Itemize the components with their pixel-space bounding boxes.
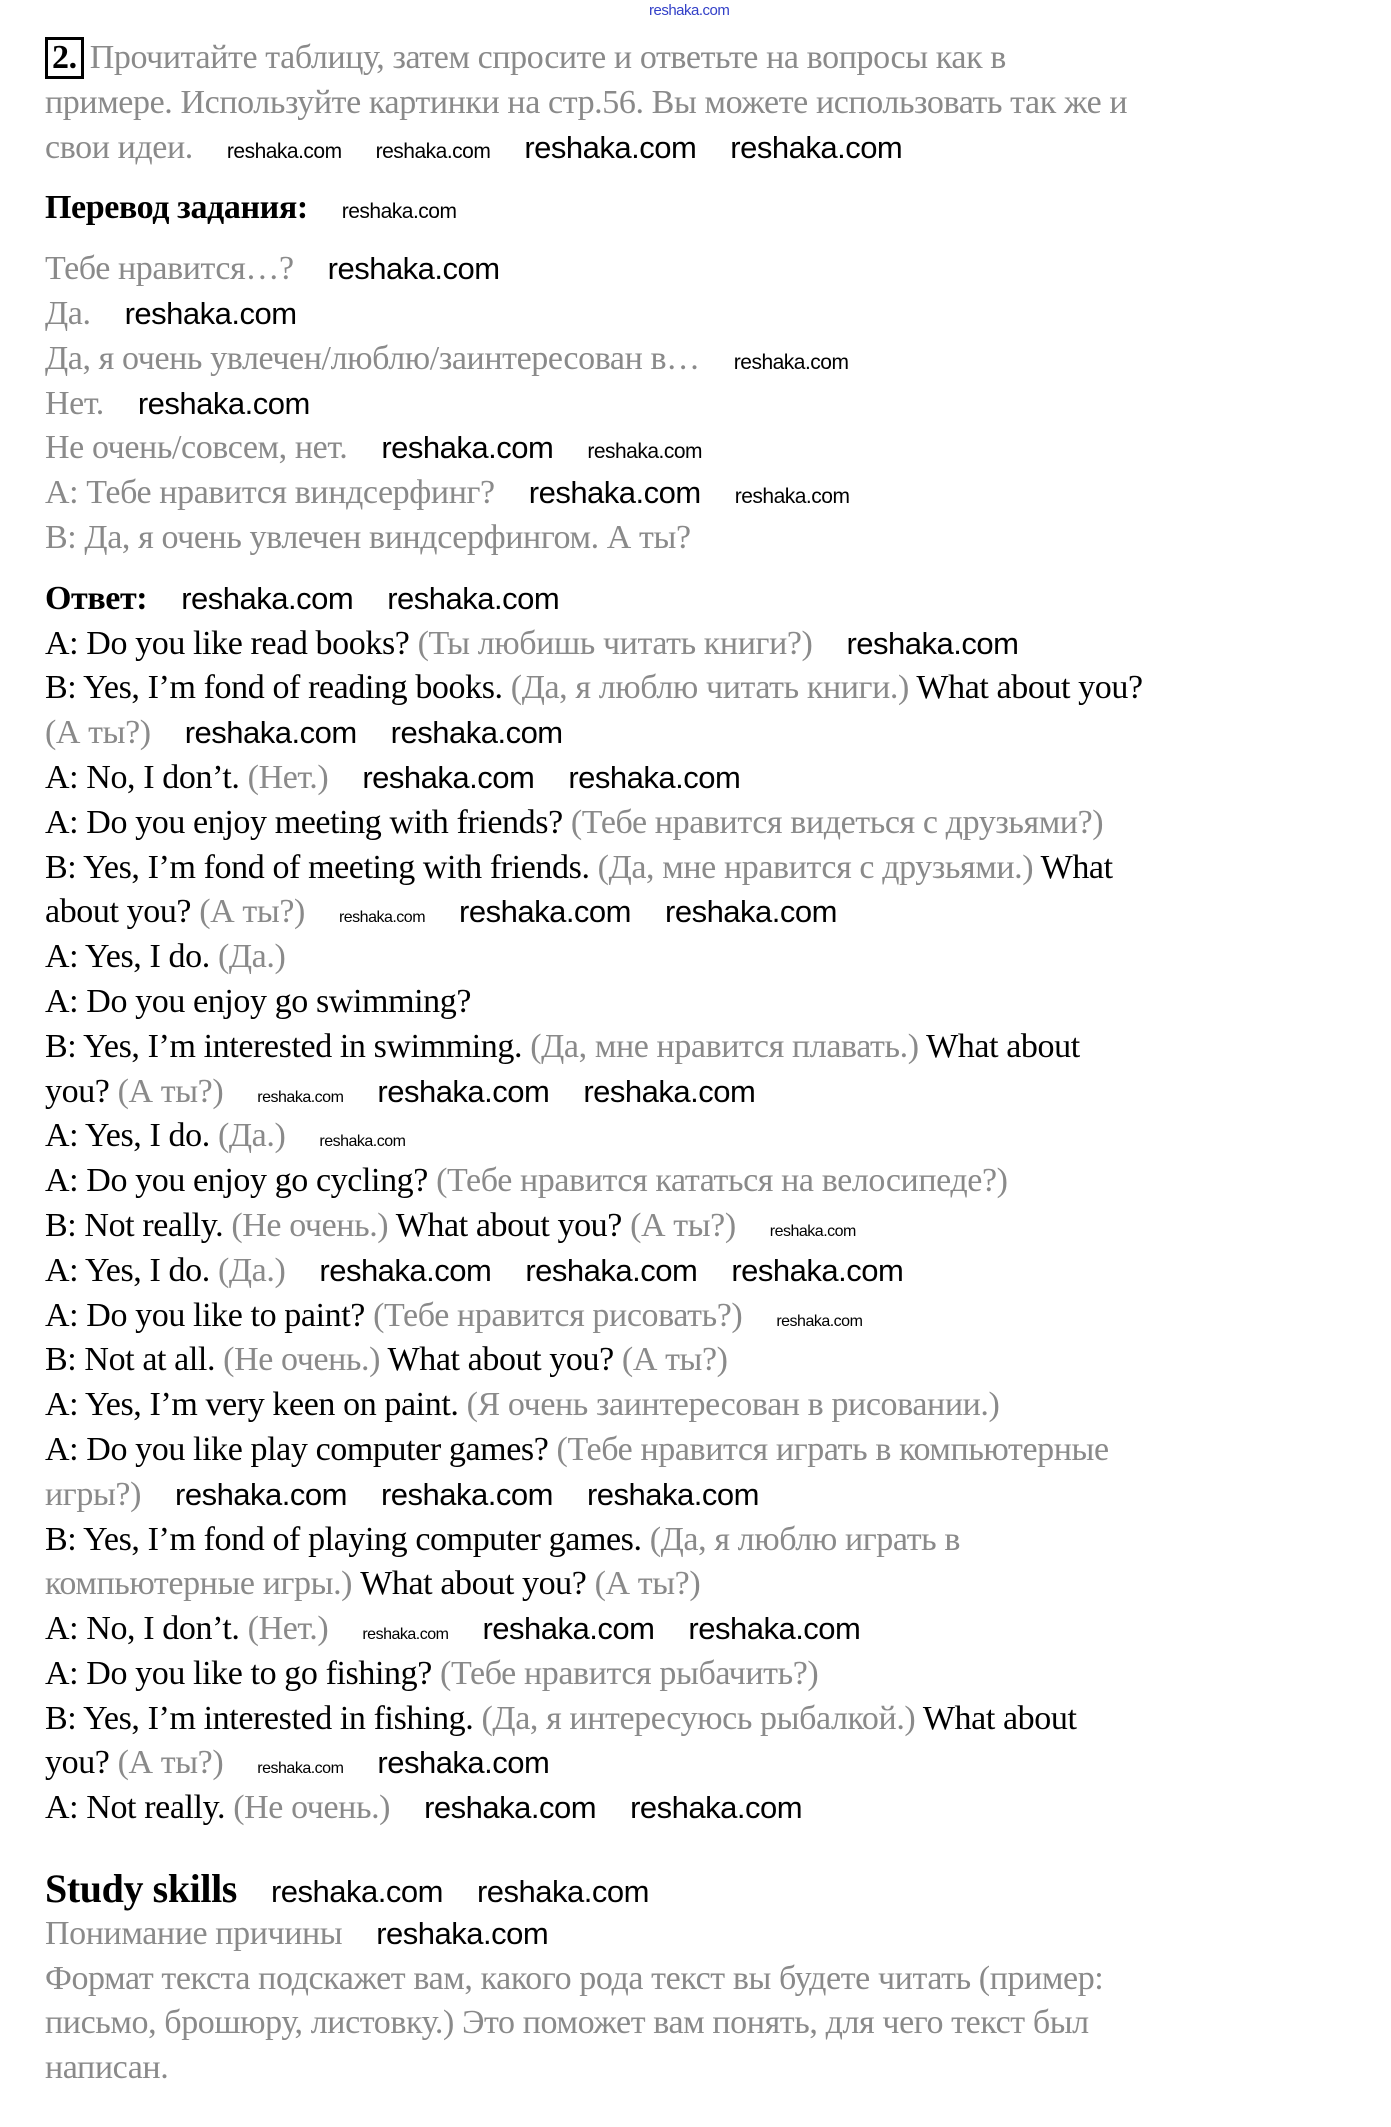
watermark: reshaka.com	[630, 1790, 803, 1826]
english-text: A: Yes, I do.	[45, 938, 218, 976]
watermark: reshaka.com	[381, 430, 554, 466]
text-line	[45, 471, 1375, 516]
russian-text: компьютерные игры.)	[45, 1565, 361, 1603]
english-text: A: Do you enjoy meeting with friends?	[45, 803, 571, 841]
russian-text: (Я очень заинтересован в рисовании.)	[466, 1386, 1000, 1424]
english-text: A: Do you like play computer games?	[45, 1430, 557, 1468]
text-line	[45, 1912, 1375, 1957]
english-text: A: Do you enjoy go swimming?	[45, 982, 472, 1020]
text-line	[45, 1338, 1375, 1383]
russian-text: (Тебе нравится видеться с друзьями?)	[570, 803, 1104, 841]
russian-text: (Да, мне нравится с друзьями.)	[597, 848, 1041, 886]
russian-text: (Не очень.)	[233, 1789, 391, 1827]
watermark: reshaka.com	[341, 200, 457, 224]
text-line	[45, 516, 1375, 561]
watermark: reshaka.com	[387, 580, 560, 616]
russian-text: (А ты?)	[45, 714, 151, 752]
english-text: you?	[45, 1072, 118, 1110]
watermark: reshaka.com	[587, 440, 703, 464]
russian-text: (Да, мне нравится плавать.)	[530, 1027, 927, 1065]
english-text: A: Do you enjoy go cycling?	[45, 1162, 437, 1200]
text-line	[45, 756, 1375, 801]
russian-text: (Ты любишь читать книги?)	[417, 624, 813, 662]
english-text: What about	[926, 1027, 1080, 1065]
russian-text: (А ты?)	[594, 1565, 701, 1603]
watermark: reshaka.com	[375, 139, 491, 163]
watermark: reshaka.com	[390, 715, 563, 751]
english-text: A: Do you like read books?	[45, 624, 418, 662]
watermark: reshaka.com	[525, 1252, 698, 1288]
russian-text: A: Тебе нравится виндсерфинг?	[45, 474, 495, 512]
section-heading	[45, 1867, 1375, 1912]
russian-text: (Тебе нравится рисовать?)	[373, 1296, 743, 1334]
text-line	[45, 935, 1375, 980]
english-text: B: Yes, I’m interested in swimming.	[45, 1027, 531, 1065]
english-text: Study skills	[45, 1866, 237, 1912]
russian-text: (Да.)	[217, 938, 286, 976]
watermark: reshaka.com	[568, 759, 741, 795]
watermark: reshaka.com	[459, 894, 631, 930]
english-text: What about you?	[387, 1341, 622, 1379]
russian-text: (А ты?)	[199, 893, 305, 931]
english-text: A: Do you like to paint?	[45, 1296, 374, 1334]
text-line	[45, 36, 1375, 81]
text-line	[45, 1204, 1375, 1249]
russian-text: (Да, я люблю играть в	[649, 1520, 961, 1558]
text-line	[45, 1607, 1375, 1652]
watermark: reshaka.com	[424, 1790, 597, 1826]
watermark: reshaka.com	[124, 295, 297, 331]
watermark: reshaka.com	[376, 1915, 549, 1951]
english-text: A: Do you like to go fishing?	[45, 1654, 441, 1692]
watermark: reshaka.com	[776, 1312, 863, 1330]
english-text: A: Yes, I do.	[45, 1117, 218, 1155]
text-line	[45, 1697, 1375, 1742]
watermark: reshaka.com	[377, 1073, 550, 1109]
english-text: A: Not really.	[45, 1789, 234, 1827]
english-text: B: Not at all.	[45, 1341, 224, 1379]
text-line	[45, 1786, 1375, 1831]
watermark: reshaka.com	[362, 1626, 449, 1644]
text-line	[45, 1383, 1375, 1428]
text-line	[45, 1428, 1375, 1473]
russian-text: (Да, я интересуюсь рыбалкой.)	[481, 1699, 923, 1737]
russian-text: (А ты?)	[621, 1341, 728, 1379]
task-number-box: 2.	[45, 37, 84, 79]
watermark: reshaka.com	[734, 485, 850, 509]
english-text: A: Yes, I’m very keen on paint.	[45, 1386, 467, 1424]
russian-text: написан.	[45, 2049, 169, 2087]
text-line	[45, 1473, 1375, 1518]
english-text: B: Yes, I’m fond of reading books.	[45, 669, 511, 707]
english-text: about you?	[45, 893, 200, 931]
english-text: What about you?	[395, 1206, 631, 1244]
text-line	[45, 1652, 1375, 1697]
text-line	[45, 1025, 1375, 1070]
text-line	[45, 1159, 1375, 1204]
russian-text: игры?)	[45, 1475, 141, 1513]
russian-text: (Не очень.)	[223, 1341, 388, 1379]
russian-text: Прочитайте таблицу, затем спросите и ответьте на вопросы как в	[89, 39, 1006, 76]
watermark: reshaka.com	[649, 2, 730, 19]
russian-text: (А ты?)	[630, 1206, 736, 1244]
russian-text: (Да.)	[217, 1117, 286, 1155]
watermark: reshaka.com	[319, 1252, 492, 1288]
text-line	[45, 1957, 1375, 2002]
watermark: reshaka.com	[226, 139, 342, 163]
watermark: reshaka.com	[731, 1252, 904, 1288]
text-line	[45, 2046, 1375, 2091]
english-text: What about	[922, 1699, 1077, 1737]
watermark: reshaka.com	[175, 1476, 347, 1512]
russian-text: Не очень/совсем, нет.	[45, 429, 348, 467]
text-line	[45, 801, 1375, 846]
watermark: reshaka.com	[524, 129, 697, 165]
english-text: What about you?	[916, 669, 1143, 707]
russian-text: (Да.)	[217, 1251, 286, 1289]
russian-text: Понимание причины	[45, 1914, 343, 1952]
watermark: reshaka.com	[688, 1611, 861, 1647]
watermark: reshaka.com	[769, 1222, 856, 1240]
watermark: reshaka.com	[377, 1745, 550, 1781]
russian-text: Да, я очень увлечен/люблю/заинтересован в…	[45, 339, 700, 377]
english-text: you?	[45, 1744, 118, 1782]
document-body	[45, 36, 1375, 2091]
text-line	[45, 1114, 1375, 1159]
english-text: A: No, I don’t.	[45, 1610, 248, 1648]
text-line	[45, 711, 1375, 756]
watermark: reshaka.com	[730, 129, 903, 165]
text-line	[45, 337, 1375, 382]
russian-text: (А ты?)	[117, 1072, 224, 1110]
russian-text: (Тебе нравится рыбачить?)	[440, 1654, 819, 1692]
watermark: reshaka.com	[338, 909, 426, 927]
english-text: A: Yes, I do.	[45, 1251, 218, 1289]
russian-text: свои идеи.	[45, 128, 193, 166]
text-line	[45, 1294, 1375, 1339]
text-line	[45, 247, 1375, 292]
english-text: Ответ:	[45, 579, 148, 617]
watermark: reshaka.com	[476, 1874, 649, 1910]
watermark: reshaka.com	[583, 1073, 756, 1109]
watermark: reshaka.com	[137, 385, 310, 421]
watermark: reshaka.com	[362, 759, 535, 795]
english-text: What about you?	[360, 1565, 595, 1603]
text-line	[45, 1070, 1375, 1115]
watermark: reshaka.com	[586, 1476, 759, 1512]
russian-text: (Не очень.)	[231, 1206, 396, 1244]
russian-text: примере. Используйте картинки на стр.56. Вы можете использовать так же и	[45, 83, 1128, 121]
text-line	[45, 292, 1375, 337]
english-text: A: No, I don’t.	[45, 758, 248, 796]
text-line	[45, 1249, 1375, 1294]
watermark: reshaka.com	[181, 580, 354, 616]
text-line	[45, 382, 1375, 427]
text-line	[45, 846, 1375, 891]
russian-text: (А ты?)	[117, 1744, 224, 1782]
english-text: B: Yes, I’m interested in fishing.	[45, 1699, 482, 1737]
watermark: reshaka.com	[665, 894, 837, 930]
text-line	[45, 890, 1375, 935]
watermark: reshaka.com	[846, 625, 1019, 661]
watermark: reshaka.com	[482, 1611, 655, 1647]
text-line	[45, 81, 1375, 126]
russian-text: Да.	[45, 294, 91, 332]
text-line	[45, 1518, 1375, 1563]
russian-text: Тебе нравится…?	[45, 250, 294, 288]
text-line	[45, 126, 1375, 171]
russian-text: (Тебе нравится играть в компьютерные	[556, 1430, 1109, 1468]
watermark: reshaka.com	[380, 1476, 553, 1512]
english-text: B: Yes, I’m fond of playing computer games.	[45, 1520, 650, 1558]
text-line	[45, 2001, 1375, 2046]
text-line	[45, 622, 1375, 667]
watermark: reshaka.com	[184, 715, 357, 751]
watermark: reshaka.com	[257, 1760, 344, 1778]
watermark: reshaka.com	[319, 1133, 406, 1151]
russian-text: (Нет.)	[247, 1610, 329, 1648]
russian-text: (Да, я люблю читать книги.)	[510, 669, 917, 707]
watermark: reshaka.com	[270, 1874, 443, 1910]
russian-text: (Нет.)	[247, 758, 329, 796]
watermark: reshaka.com	[528, 475, 701, 511]
section-heading	[45, 186, 1375, 231]
watermark: reshaka.com	[327, 251, 500, 287]
english-text: Перевод задания:	[45, 189, 308, 227]
russian-text: (Тебе нравится кататься на велосипеде?)	[436, 1162, 1008, 1200]
english-text: B: Not really.	[45, 1206, 232, 1244]
text-line	[45, 666, 1375, 711]
russian-text: B: Да, я очень увлечен виндсерфингом. А ты?	[45, 518, 691, 556]
watermark: reshaka.com	[733, 350, 849, 374]
russian-text: Формат текста подскажет вам, какого рода текст вы будете читать (пример:	[45, 1959, 1104, 1997]
watermark: reshaka.com	[257, 1088, 344, 1106]
text-line	[45, 1562, 1375, 1607]
russian-text: Нет.	[45, 384, 104, 422]
section-heading	[45, 577, 1375, 622]
text-line	[45, 1741, 1375, 1786]
text-line	[45, 980, 1375, 1025]
english-text: What	[1040, 848, 1113, 886]
russian-text: письмо, брошюру, листовку.) Это поможет вам понять, для чего текст был	[45, 2004, 1089, 2042]
english-text: B: Yes, I’m fond of meeting with friends.	[45, 848, 598, 886]
text-line	[45, 426, 1375, 471]
